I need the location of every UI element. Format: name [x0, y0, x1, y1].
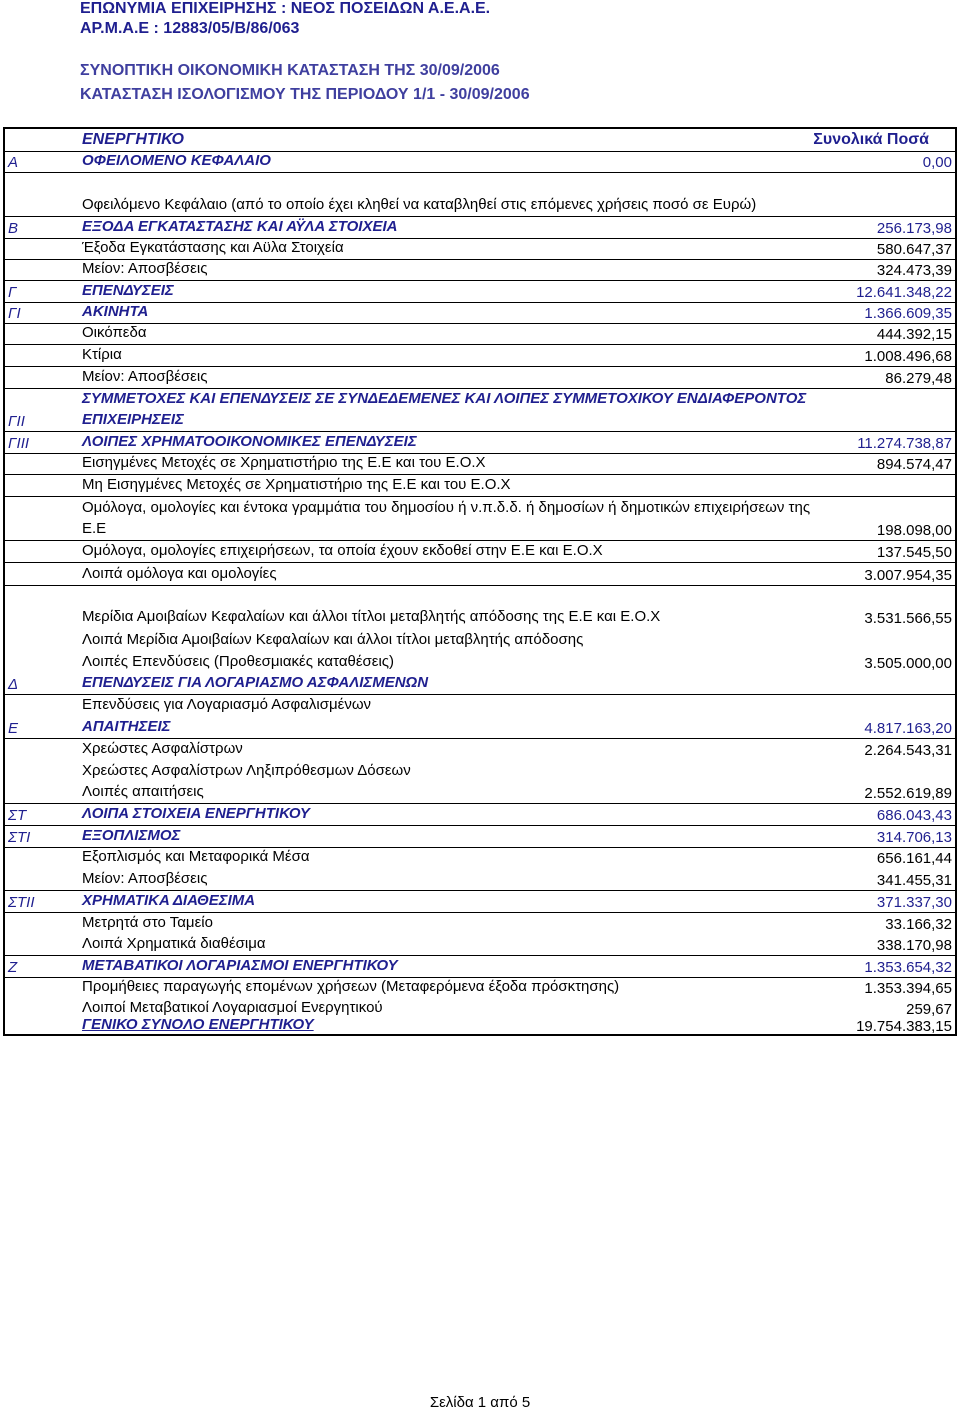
row-description: ΛΟΙΠΑ ΣΤΟΙΧΕΙΑ ΕΝΕΡΓΗΤΙΚΟΥ — [82, 805, 310, 822]
table-row — [5, 366, 955, 389]
table-row — [5, 760, 955, 782]
table-row — [5, 716, 955, 739]
row-description: Λοιπές απαιτήσεις — [82, 783, 204, 800]
table-heading-row — [5, 129, 955, 152]
balance-sheet-title: ΚΑΤΑΣΤΑΣΗ ΙΣΟΛΟΓΙΣΜΟΥ ΤΗΣ ΠΕΡΙΟΔΟΥ 1/1 - 30/09/2006 — [80, 86, 530, 103]
row-description: Μερίδια Αμοιβαίων Κεφαλαίων και άλλοι τίτλοι μεταβλητής απόδοσης της Ε.Ε και Ε.Ο.Χ — [82, 608, 661, 625]
row-code: ΓΙΙ — [8, 413, 25, 430]
table-row — [5, 172, 955, 217]
row-description: Κτίρια — [82, 346, 122, 363]
row-description: Λοιπά ομόλογα και ομολογίες — [82, 565, 277, 582]
row-amount: 3.505.000,00 — [864, 655, 952, 672]
row-amount: 686.043,43 — [876, 807, 952, 824]
row-description: Ομόλογα, ομολογίες επιχειρήσεων, τα οποία έχουν εκδοθεί στην Ε.Ε και Ε.Ο.Χ — [82, 542, 603, 559]
table-row — [5, 302, 955, 324]
table-row — [5, 344, 955, 367]
balance-sheet-table — [3, 127, 957, 1036]
registration-number: ΑΡ.Μ.Α.Ε : 12883/05/Β/86/063 — [80, 20, 300, 37]
row-description: ΕΞΟΠΛΙΣΜΟΣ — [82, 827, 181, 844]
row-amount: 2.552.619,89 — [864, 785, 952, 802]
row-amount: 338.170,98 — [876, 937, 952, 954]
row-amount: 2.264.543,31 — [864, 742, 952, 759]
row-amount: 656.161,44 — [876, 850, 952, 867]
table-row — [5, 259, 955, 281]
table-row — [5, 782, 955, 804]
row-description: ΜΕΤΑΒΑΤΙΚΟΙ ΛΟΓΑΡΙΑΣΜΟΙ ΕΝΕΡΓΗΤΙΚΟΥ — [82, 957, 398, 974]
row-description: ΕΞΟΔΑ ΕΓΚΑΤΑΣΤΑΣΗΣ ΚΑΙ ΑΫΛΑ ΣΤΟΙΧΕΙΑ — [82, 218, 398, 235]
row-amount: 11.274.738,87 — [857, 435, 952, 452]
row-code: ΣΤΙΙ — [8, 894, 35, 911]
row-amount: 314.706,13 — [876, 829, 952, 846]
row-description: Οικόπεδα — [82, 324, 147, 341]
row-description: Λοιπά Μερίδια Αμοιβαίων Κεφαλαίων και άλλοι τίτλοι μεταβλητής απόδοσης — [82, 631, 584, 648]
row-amount: 1.366.609,35 — [864, 305, 952, 322]
row-code: Ε — [8, 720, 19, 737]
row-description: Ομόλογα, ομολογίες και έντοκα γραμμάτια του δημοσίου ή ν.π.δ.δ. ή δημοσίων ή δημοτικών επιχειρήσεων της Ε.Ε — [82, 499, 811, 537]
row-description: ΑΚΙΝΗΤΑ — [82, 303, 149, 320]
row-amount: 371.337,30 — [876, 894, 952, 911]
row-code: Ζ — [8, 959, 18, 976]
row-description: ΕΠΕΝΔΥΣΕΙΣ ΓΙΑ ΛΟΓΑΡΙΑΣΜΟ ΑΣΦΑΛΙΣΜΕΝΩΝ — [82, 674, 429, 691]
row-amount: 3.007.954,35 — [864, 567, 952, 584]
table-row — [5, 238, 955, 260]
table-row — [5, 151, 955, 173]
row-description: Λοιπές Επενδύσεις (Προθεσμιακές καταθέσεις) — [82, 653, 395, 670]
row-amount: 0,00 — [922, 154, 952, 171]
table-row — [5, 585, 955, 628]
row-description: Εξοπλισμός και Μεταφορικά Μέσα — [82, 848, 310, 865]
row-description: Έξοδα Εγκατάστασης και Αϋλα Στοιχεία — [82, 239, 344, 256]
row-amount: 580.647,37 — [876, 241, 952, 258]
row-description: Μείον: Αποσβέσεις — [82, 260, 208, 277]
row-description: Χρεώστες Ασφαλίστρων — [82, 740, 243, 757]
table-row — [5, 496, 955, 541]
row-amount: 341.455,31 — [876, 872, 952, 889]
row-code: ΣΤΙ — [8, 829, 31, 846]
table-row — [5, 562, 955, 586]
row-code: Β — [8, 220, 19, 237]
row-amount: 137.545,50 — [876, 544, 952, 561]
table-row — [5, 673, 955, 695]
table-row — [5, 738, 955, 760]
table-row — [5, 540, 955, 563]
table-row — [5, 628, 955, 651]
row-description: Χρεώστες Ασφαλίστρων Ληξιπρόθεσμων Δόσεων — [82, 762, 411, 779]
row-description: Μείον: Αποσβέσεις — [82, 368, 208, 385]
row-amount: 3.531.566,55 — [864, 610, 952, 627]
row-description: ΣΥΜΜΕΤΟΧΕΣ ΚΑΙ ΕΠΕΝΔΥΣΕΙΣ ΣΕ ΣΥΝΔΕΔΕΜΕΝΕΣ ΚΑΙ ΛΟΙΠΕΣ ΣΥΜΜΕΤΟΧΙΚΟΥ ΕΝΔΙΑΦΕΡΟΝΤΟΣ ΕΠΙΧΕΙΡΗΣΕΙΣ — [82, 390, 807, 428]
table-row — [5, 890, 955, 913]
row-amount: 256.173,98 — [876, 220, 952, 237]
page-number: Σελίδα 1 από 5 — [429, 1394, 531, 1411]
row-description: Εισηγμένες Μετοχές σε Χρηματιστήριο της Ε.Ε και του Ε.Ο.Χ — [82, 454, 486, 471]
row-description: ΟΦΕΙΛΟΜΕΝΟ ΚΕΦΑΛΑΙΟ — [82, 152, 271, 169]
table-row — [5, 977, 955, 998]
row-code: Α — [8, 154, 19, 171]
row-code: Δ — [8, 676, 19, 693]
row-amount: 259,67 — [906, 1001, 952, 1018]
row-description: Επενδύσεις για Λογαριασμό Ασφαλισμένων — [82, 696, 372, 713]
row-amount: 198.098,00 — [876, 522, 952, 539]
table-row — [5, 803, 955, 826]
row-description: Προμήθειες παραγωγής επομένων χρήσεων (Μεταφερόμενα έξοδα πρόσκτησης) — [82, 978, 620, 995]
table-row — [5, 431, 955, 454]
row-description: ΓΕΝΙΚΟ ΣΥΝΟΛΟ ΕΝΕΡΓΗΤΙΚΟΥ — [82, 1016, 314, 1033]
row-amount: 894.574,47 — [876, 456, 952, 473]
statement-title: ΣΥΝΟΠΤΙΚΗ ΟΙΚΟΝΟΜΙΚΗ ΚΑΤΑΣΤΑΣΗ ΤΗΣ 30/09/2006 — [80, 62, 500, 79]
row-description: ΑΠΑΙΤΗΣΕΙΣ — [82, 718, 171, 735]
row-description: ΕΠΕΝΔΥΣΕΙΣ — [82, 282, 174, 299]
company-name: ΕΠΩΝΥΜΙΑ ΕΠΙΧΕΙΡΗΣΗΣ : ΝΕΟΣ ΠΟΣΕΙΔΩΝ Α.Ε.Α.Ε. — [80, 0, 491, 17]
table-row — [5, 388, 955, 432]
table-row — [5, 323, 955, 345]
row-amount: 1.353.394,65 — [864, 980, 952, 997]
row-code: ΓΙΙΙ — [8, 435, 30, 452]
table-row — [5, 868, 955, 891]
row-description: Μείον: Αποσβέσεις — [82, 870, 208, 887]
row-amount: 1.008.496,68 — [864, 348, 952, 365]
row-amount: 324.473,39 — [876, 262, 952, 279]
table-row — [5, 453, 955, 475]
table-row — [5, 651, 955, 673]
row-code: ΣΤ — [8, 807, 27, 824]
row-amount: 444.392,15 — [876, 326, 952, 343]
row-amount: 33.166,32 — [885, 916, 952, 933]
table-row — [5, 1016, 955, 1036]
table-row — [5, 216, 955, 239]
row-description: Μη Εισηγμένες Μετοχές σε Χρηματιστήριο της Ε.Ε και του Ε.Ο.Χ — [82, 476, 511, 493]
assets-heading: ΕΝΕΡΓΗΤΙΚΟ — [82, 131, 184, 148]
row-amount: 86.279,48 — [885, 370, 952, 387]
table-row — [5, 474, 955, 497]
row-code: ΓΙ — [8, 305, 21, 322]
row-code: Γ — [8, 284, 17, 301]
row-amount: 1.353.654,32 — [864, 959, 952, 976]
table-row — [5, 825, 955, 848]
table-row — [5, 955, 955, 978]
row-amount: 12.641.348,22 — [856, 284, 952, 301]
table-row — [5, 847, 955, 868]
row-description: ΧΡΗΜΑΤΙΚΑ ΔΙΑΘΕΣΙΜΑ — [82, 892, 256, 909]
row-description: Μετρητά στο Ταμείο — [82, 914, 213, 931]
row-description: Λοιπά Χρηματικά διαθέσιμα — [82, 935, 266, 952]
row-description: Λοιποί Μεταβατικοί Λογαριασμοί Ενεργητικού — [82, 999, 383, 1016]
table-row — [5, 934, 955, 956]
row-amount: 4.817.163,20 — [864, 720, 952, 737]
row-description: Οφειλόμενο Κεφάλαιο (από το οποίο έχει κληθεί να καταβληθεί στις επόμενες χρήσεις ποσό σε Ευρώ) — [82, 196, 757, 213]
row-amount: 19.754.383,15 — [856, 1018, 952, 1035]
table-row — [5, 280, 955, 303]
table-row — [5, 694, 955, 716]
total-amounts-heading: Συνολικά Ποσά — [813, 131, 929, 148]
table-row — [5, 912, 955, 934]
row-description: ΛΟΙΠΕΣ ΧΡΗΜΑΤΟΟΙΚΟΝΟΜΙΚΕΣ ΕΠΕΝΔΥΣΕΙΣ — [82, 433, 417, 450]
